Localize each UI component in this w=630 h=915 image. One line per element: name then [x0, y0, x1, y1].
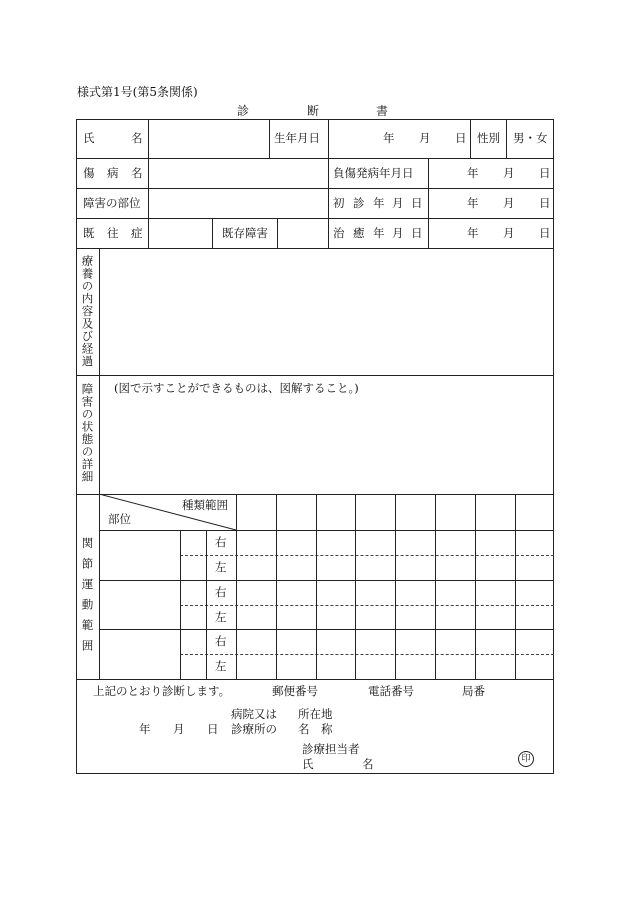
rom-v-10: [515, 494, 516, 679]
title-char-2: 断: [307, 104, 320, 118]
rom-side-right-3: 右: [215, 634, 227, 648]
condition-note: (図で示すことができるものは、図解すること。): [114, 381, 359, 395]
injury-site-field[interactable]: [150, 190, 326, 216]
rom-side-right-1: 右: [215, 535, 227, 549]
rule-v: [148, 119, 149, 158]
first-visit-label-3: 年: [373, 196, 385, 210]
rom-v-1: [180, 530, 181, 679]
rom-header-type: 種類範囲: [182, 498, 228, 512]
treatment-label: 療養の内容及び経過: [80, 255, 95, 368]
onset-day-unit: 日: [539, 166, 551, 180]
cure-day-unit: 日: [539, 226, 551, 240]
rule-v: [148, 158, 149, 248]
existing-disability-label: 既存障害: [222, 226, 268, 240]
onset-month-unit: 月: [503, 166, 515, 180]
phone-label: 電話番号: [368, 684, 414, 698]
title-char-3: 書: [376, 104, 389, 118]
first-visit-label-4: 月: [392, 196, 404, 210]
injury-label-a: 傷: [83, 166, 95, 180]
first-visit-day-unit: 日: [539, 196, 551, 210]
cure-label-5: 日: [411, 226, 423, 240]
onset-date-label: 負傷発病年月日: [333, 166, 414, 180]
first-visit-label-2: 診: [353, 196, 365, 210]
birth-year-unit: 年: [383, 131, 395, 145]
cure-label-1: 治: [333, 226, 345, 240]
sex-label: 性別: [477, 131, 500, 145]
past-history-label-a: 既: [83, 226, 95, 240]
past-history-label-c: 症: [131, 226, 143, 240]
rule-v-leftcol: [99, 248, 100, 679]
rule-treatment-bottom: [76, 375, 554, 376]
rom-v-2: [206, 530, 207, 679]
doctor-name-label-a: 氏: [302, 757, 314, 771]
injury-label-b: 病: [107, 166, 119, 180]
rom-side-right-2: 右: [215, 585, 227, 599]
rom-v-8: [435, 494, 436, 679]
rom-group2-bottom: [99, 629, 554, 630]
cure-label-4: 月: [392, 226, 404, 240]
rule-v: [328, 158, 329, 248]
rom-group1-bottom: [99, 580, 554, 581]
birth-day-unit: 日: [455, 131, 467, 145]
doctor-name-label-b: 名: [362, 757, 374, 771]
seal-mark: [518, 751, 534, 767]
first-visit-label-5: 日: [411, 196, 423, 210]
certify-statement: 上記のとおり診断します。: [93, 684, 231, 698]
address-label: 所在地: [298, 707, 333, 721]
rom-v-6: [355, 494, 356, 679]
past-history-label-b: 往: [107, 226, 119, 240]
diagnosis-day-unit: 日: [207, 722, 219, 736]
sex-options[interactable]: 男・女: [513, 131, 548, 145]
rom-side-left-2: 左: [215, 610, 227, 624]
onset-year-unit: 年: [467, 166, 479, 180]
seal-label: 印: [521, 754, 531, 764]
rule-v: [212, 218, 213, 248]
first-visit-label-1: 初: [333, 196, 345, 210]
facility-name-label-b: 称: [321, 722, 333, 736]
injury-name-field[interactable]: [150, 160, 326, 186]
hospital-label-2: 診療所の: [231, 722, 277, 736]
cure-label-3: 年: [373, 226, 385, 240]
rom-label: 関節運動範囲: [80, 537, 95, 660]
condition-field[interactable]: [101, 400, 552, 492]
diagnosis-year-unit: 年: [139, 722, 151, 736]
title-char-1: 診: [237, 104, 250, 118]
injury-label-c: 名: [131, 166, 143, 180]
facility-name-label-a: 名: [298, 722, 310, 736]
rule-v: [277, 218, 278, 248]
rule-v: [428, 158, 429, 248]
rule-v: [328, 119, 329, 158]
exchange-label: 局番: [462, 684, 485, 698]
rom-side-left-1: 左: [215, 560, 227, 574]
rom-v-5: [316, 494, 317, 679]
first-visit-year-unit: 年: [467, 196, 479, 210]
cure-label-2: 癒: [353, 226, 365, 240]
rule-v: [269, 119, 270, 158]
rom-v-7: [395, 494, 396, 679]
postal-code-label: 郵便番号: [272, 684, 318, 698]
rule-row4-bottom: [76, 248, 554, 249]
existing-disability-field[interactable]: [279, 220, 326, 246]
rule-v: [506, 119, 507, 158]
hospital-label-1: 病院又は: [231, 707, 277, 721]
name-label-a: 氏: [83, 131, 95, 145]
name-label-b: 名: [131, 131, 143, 145]
rom-side-left-3: 左: [215, 659, 227, 673]
treatment-field[interactable]: [101, 250, 552, 373]
rule-rom-bottom: [76, 679, 554, 680]
birth-month-unit: 月: [419, 131, 431, 145]
rule-v: [470, 119, 471, 158]
birth-date-label: 生年月日: [274, 131, 320, 145]
diagnosis-month-unit: 月: [173, 722, 185, 736]
first-visit-month-unit: 月: [503, 196, 515, 210]
rom-v-4: [276, 494, 277, 679]
cure-year-unit: 年: [467, 226, 479, 240]
rom-header-part: 部位: [108, 512, 131, 526]
doctor-label: 診療担当者: [302, 742, 360, 756]
injury-site-label: 障害の部位: [83, 196, 141, 210]
patient-name-field[interactable]: [150, 121, 267, 156]
rom-v-9: [475, 494, 476, 679]
cure-month-unit: 月: [503, 226, 515, 240]
form-number: 様式第1号(第5条関係): [77, 85, 198, 99]
past-history-field[interactable]: [150, 220, 210, 246]
condition-label: 障害の状態の詳細: [80, 383, 95, 483]
